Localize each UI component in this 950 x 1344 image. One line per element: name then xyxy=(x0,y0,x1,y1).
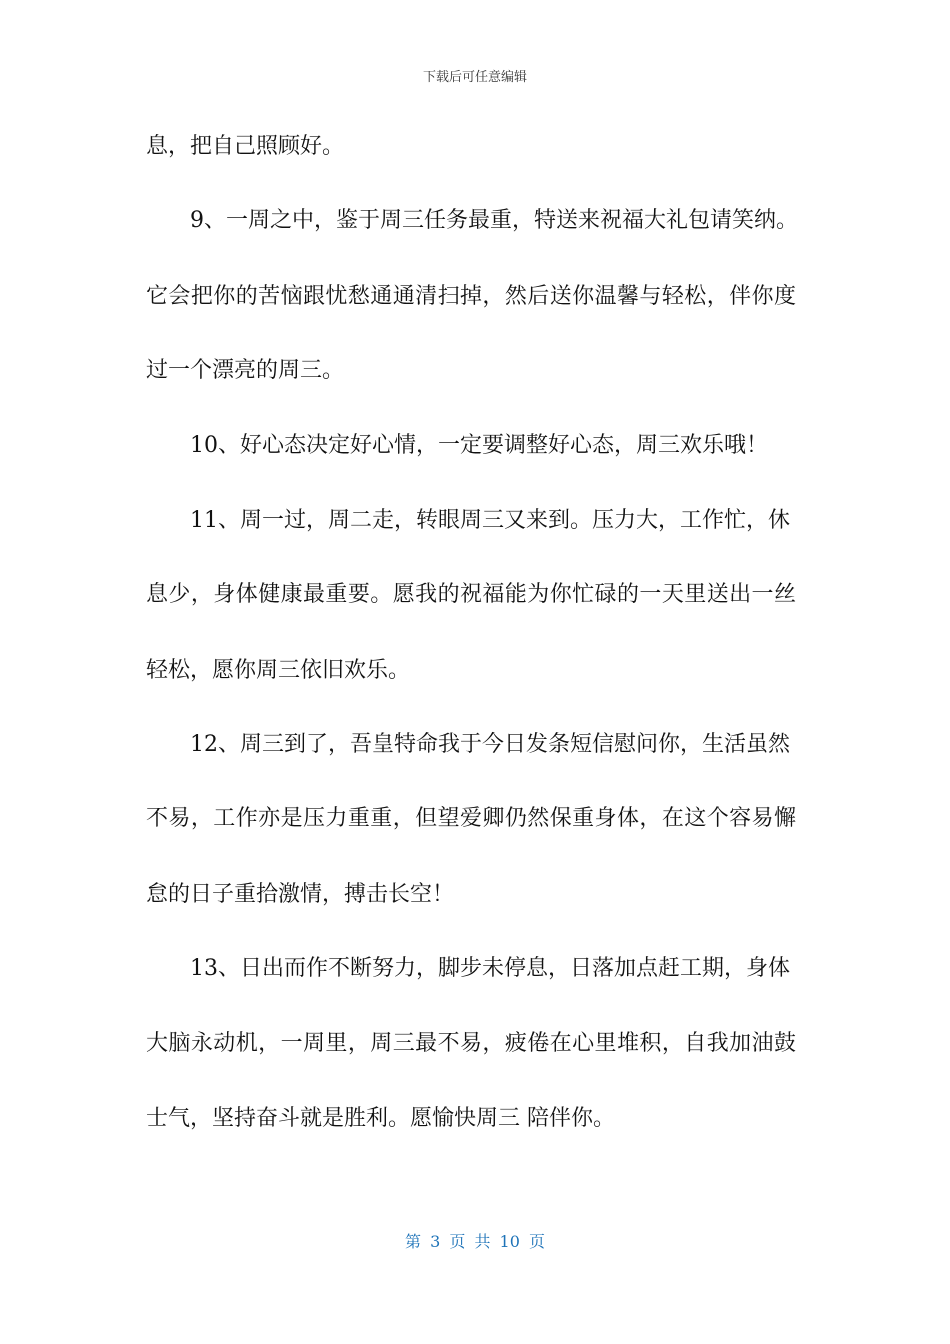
paragraph-line: 息少，身体健康最重要。愿我的祝福能为你忙碌的一天里送出一丝 xyxy=(146,582,796,607)
paragraph-line: 它会把你的苦恼跟忧愁通通清扫掉，然后送你温馨与轻松，伴你度 xyxy=(146,284,796,309)
paragraph-line: 士气，坚持奋斗就是胜利。愿愉快周三 陪伴你。 xyxy=(146,1106,615,1131)
page-header: 下载后可任意编辑 xyxy=(422,70,527,85)
footer-suffix: 页 xyxy=(529,1232,546,1251)
paragraph-line: 9、一周之中，鉴于周三任务最重，特送来祝福大礼包请笑纳。 xyxy=(190,208,798,233)
paragraph-line: 大脑永动机，一周里，周三最不易，疲倦在心里堆积，自我加油鼓 xyxy=(146,1031,796,1056)
paragraph-line: 息，把自己照顾好。 xyxy=(146,134,345,159)
paragraph-line: 13、日出而作不断努力，脚步未停息，日落加点赶工期，身体 xyxy=(190,956,790,981)
paragraph-line: 过一个漂亮的周三。 xyxy=(146,358,345,383)
paragraph-line: 轻松，愿你周三依旧欢乐。 xyxy=(146,658,411,683)
paragraph-line: 不易，工作亦是压力重重，但望爱卿仍然保重身体，在这个容易懈 xyxy=(146,806,796,831)
paragraph-line: 12、周三到了，吾皇特命我于今日发条短信慰问你，生活虽然 xyxy=(190,732,790,757)
footer-middle: 页 共 xyxy=(449,1232,491,1251)
paragraph-line: 10、好心态决定好心情，一定要调整好心态，周三欢乐哦！ xyxy=(190,433,768,458)
current-page-number: 3 xyxy=(430,1232,441,1251)
paragraph-line: 怠的日子重拾激情，搏击长空！ xyxy=(146,882,455,907)
page-footer xyxy=(0,1229,950,1252)
paragraph-line: 11、周一过，周二走，转眼周三又来到。压力大，工作忙，休 xyxy=(190,508,790,533)
total-pages-number: 10 xyxy=(499,1232,520,1251)
footer-prefix: 第 xyxy=(404,1232,421,1251)
